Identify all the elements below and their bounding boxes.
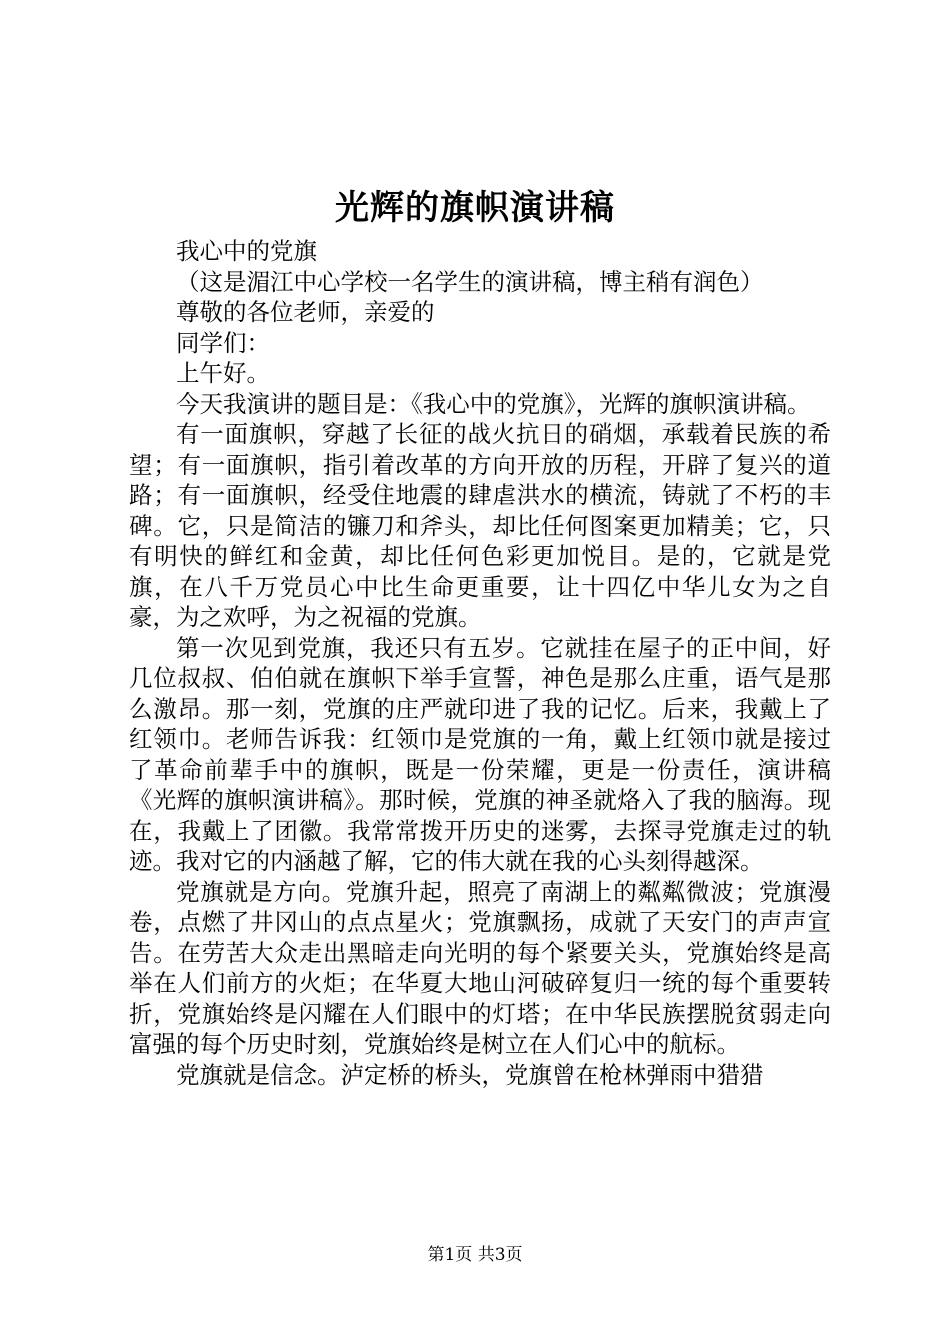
paragraph-speech-topic: 我心中的党旗 bbox=[176, 237, 317, 265]
paragraph-flag-direction: 党旗就是方向。党旗升起，照亮了南湖上的粼粼微波；党旗漫卷，点燃了井冈山的点点星火；党旗飘扬，成就了天安门的声声宣告。在劳苦大众走出黑暗走向光明的每个紧要关头，党旗始终是高举在人们前方的火炬；在华夏大地山河破碎复归一统的每个重要转折，党旗始终是闪耀在人们眼中的灯塔；在中华民族摆脱贫弱走向富强的每个历史时刻，党旗始终是树立在人们心中的航标。 bbox=[129, 877, 831, 1058]
paragraph-greeting-students: 同学们： bbox=[176, 328, 270, 357]
document-body bbox=[129, 236, 831, 1090]
paragraph-flag-description: 有一面旗帜，穿越了长征的战火抗日的硝烟，承载着民族的希望；有一面旗帜，指引着改革的方向开放的历程，开辟了复兴的道路；有一面旗帜，经受住地震的肆虐洪水的横流，铸就了不朽的丰碑。它，只是简洁的镰刀和斧头，却比任何图案更加精美；它，只有明快的鲜红和金黄，却比任何色彩更加悦目。是的，它就是党旗，在八千万党员心中比生命更重要，让十四亿中华儿女为之自豪，为之欢呼，为之祝福的党旗。 bbox=[129, 420, 831, 631]
paragraph-flag-belief: 党旗就是信念。泸定桥的桥头，党旗曾在枪林弹雨中猎猎 bbox=[176, 1060, 764, 1089]
paragraph-good-morning: 上午好。 bbox=[176, 359, 270, 387]
page-number-footer: 第1页 共3页 bbox=[427, 1245, 523, 1265]
paragraph-intro: 今天我演讲的题目是：《我心中的党旗》，光辉的旗帜演讲稿。 bbox=[176, 389, 811, 418]
paragraph-greeting-teachers: 尊敬的各位老师，亲爱的 bbox=[176, 298, 435, 326]
paragraph-source-note: （这是湄江中心学校一名学生的演讲稿，博主稍有润色） bbox=[176, 267, 764, 296]
document-title: 光辉的旗帜演讲稿 bbox=[335, 188, 615, 228]
paragraph-first-sight: 第一次见到党旗，我还只有五岁。它就挂在屋子的正中间，好几位叔叔、伯伯就在旗帜下举手宣誓，神色是那么庄重，语气是那么激昂。那一刻，党旗的庄严就印进了我的记忆。后来，我戴上了红领巾。老师告诉我：红领巾是党旗的一角，戴上红领巾就是接过了革命前辈手中的旗帜，既是一份荣耀，更是一份责任，演讲稿《光辉的旗帜演讲稿》。那时候，党旗的神圣就烙入了我的脑海。现在，我戴上了团徽。我常常拨开历史的迷雾，去探寻党旗走过的轨迹。我对它的内涵越了解，它的伟大就在我的心头刻得越深。 bbox=[129, 633, 831, 875]
